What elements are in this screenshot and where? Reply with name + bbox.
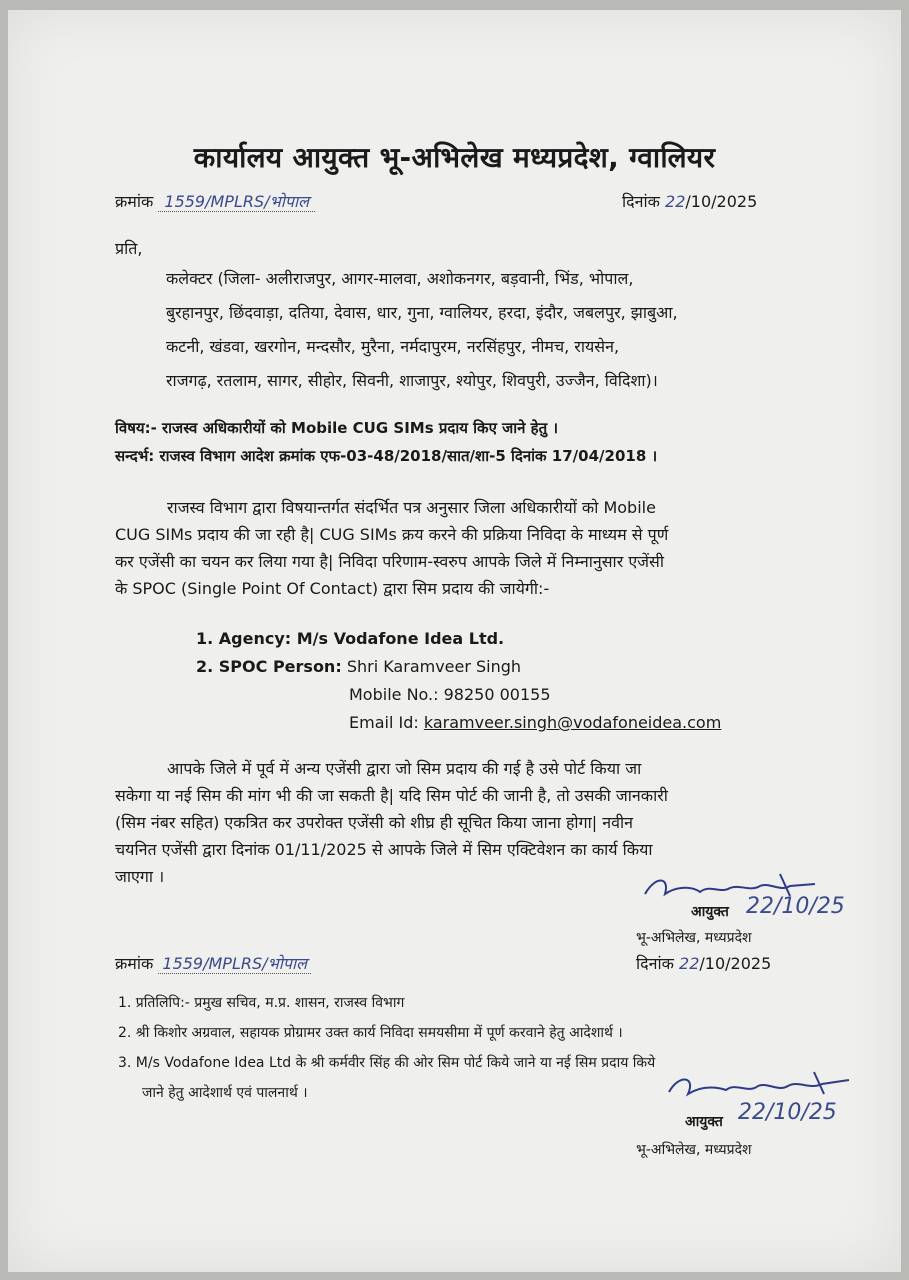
signature-2-designation: आयुक्त [685,1114,723,1130]
para-line: राजस्व विभाग द्वारा विषयान्तर्गत संदर्भित पत्र अनुसार जिला अधिकारीयों को Mobile [167,498,656,517]
signature-1-designation: आयुक्त [691,904,729,920]
date-label: दिनांक [622,192,660,211]
copy-ref-label: क्रमांक [115,954,154,973]
copy-item: 1. प्रतिलिपि:- प्रमुख सचिव, म.प्र. शासन, राजस्व विभाग [118,995,405,1011]
spoc-name: Shri Karamveer Singh [346,657,522,676]
ref-number-handwritten: 1559/MPLRS/भोपाल [158,192,315,212]
letter-sheet [8,10,901,1272]
email-link[interactable]: karamveer.singh@vodafoneidea.com [423,713,722,732]
subject-line: विषय:- राजस्व अधिकारीयों को Mobile CUG SIMs प्रदाय किए जाने हेतु । [115,419,559,437]
para-line: चयनित एजेंसी द्वारा दिनांक 01/11/2025 से आपके जिले में सिम एक्टिवेशन का कार्य किया [115,840,653,859]
recipient-line: राजगढ़, रतलाम, सागर, सीहोर, सिवनी, शाजापुर, श्योपुर, शिवपुरी, उज्जैन, विदिशा)। [166,371,658,390]
spoc-label: 2. SPOC Person: [196,657,342,676]
email-label: Email Id: [349,713,419,732]
copy-date-day-handwritten: 22 [679,954,700,973]
para-line: (सिम नंबर सहित) एकत्रित कर उपरोक्त एजेंसी को शीघ्र ही सूचित किया जाना होगा| नवीन [115,813,634,832]
para-line: CUG SIMs प्रदाय की जा रही है| CUG SIMs क्रय करने की प्रक्रिया निविदा के माध्यम से पूर्ण [115,525,669,544]
date-day-handwritten: 22 [665,192,686,211]
para-line: जाएगा । [115,867,165,886]
copy-date-label: दिनांक [636,954,674,973]
signature-2-handwritten-date: 22/10/25 [738,1100,837,1125]
prati: प्रति, [115,239,143,258]
recipient-block [166,262,806,398]
recipient-line: कलेक्टर (जिला- अलीराजपुर, आगर-मालवा, अशोकनगर, बड़वानी, भिंड, भोपाल, [166,269,634,288]
letter-title: कार्यालय आयुक्त भू-अभिलेख मध्यप्रदेश, ग्वालियर [193,141,716,174]
para-line: आपके जिले में पूर्व में अन्य एजेंसी द्वारा जो सिम प्रदाय की गई है उसे पोर्ट किया जा [167,759,642,778]
signature-1-handwritten-date: 22/10/25 [746,894,845,919]
signature-1-office: भू-अभिलेख, मध्यप्रदेश [636,930,752,946]
para-line: कर एजेंसी का चयन कर लिया गया है| निविदा परिणाम-स्वरुप आपके जिले में निम्नानुसार एजेंसी [115,552,665,571]
email-line [349,708,721,738]
ref-label: क्रमांक [115,192,154,211]
copy-item: जाने हेतु आदेशार्थ एवं पालनार्थ । [142,1085,308,1101]
para-line: सकेगा या नई सिम की मांग भी की जा सकती है| यदि सिम पोर्ट की जानी है, तो उसकी जानकारी [115,786,668,805]
copy-ref-row [115,952,311,974]
body-paragraph-1 [115,494,815,602]
spoc-item [196,652,521,682]
mobile-line: Mobile No.: 98250 00155 [349,685,551,704]
date-row [622,190,757,212]
copy-date-row [636,952,771,974]
recipient-line: बुरहानपुर, छिंदवाड़ा, दतिया, देवास, धार, गुना, ग्वालियर, हरदा, इंदौर, जबलपुर, झाबुआ, [166,303,678,322]
copy-ref-number-handwritten: 1559/MPLRS/भोपाल [158,954,311,974]
ref-row [115,190,315,212]
signature-2-office: भू-अभिलेख, मध्यप्रदेश [636,1142,752,1158]
para-line: के SPOC (Single Point Of Contact) द्वारा सिम प्रदाय की जायेगी:- [115,579,550,598]
copy-date-rest: /10/2025 [699,954,772,973]
recipient-line: कटनी, खंडवा, खरगोन, मन्दसौर, मुरैना, नर्मदापुरम, नरसिंहपुर, नीमच, रायसेन, [166,337,620,356]
agency-item: 1. Agency: M/s Vodafone Idea Ltd. [196,629,505,648]
date-rest: /10/2025 [685,192,758,211]
reference-line: सन्दर्भ: राजस्व विभाग आदेश क्रमांक एफ-03-48/2018/सात/शा-5 दिनांक 17/04/2018 । [115,447,658,465]
copy-item: 2. श्री किशोर अग्रवाल, सहायक प्रोग्रामर उक्त कार्य निविदा समयसीमा में पूर्ण करवाने हेतु आदेशार्थ । [118,1025,623,1041]
copy-item: 3. M/s Vodafone Idea Ltd के श्री कर्मवीर सिंह की ओर सिम पोर्ट किये जाने या नई सिम प्रदाय किये [118,1055,656,1071]
